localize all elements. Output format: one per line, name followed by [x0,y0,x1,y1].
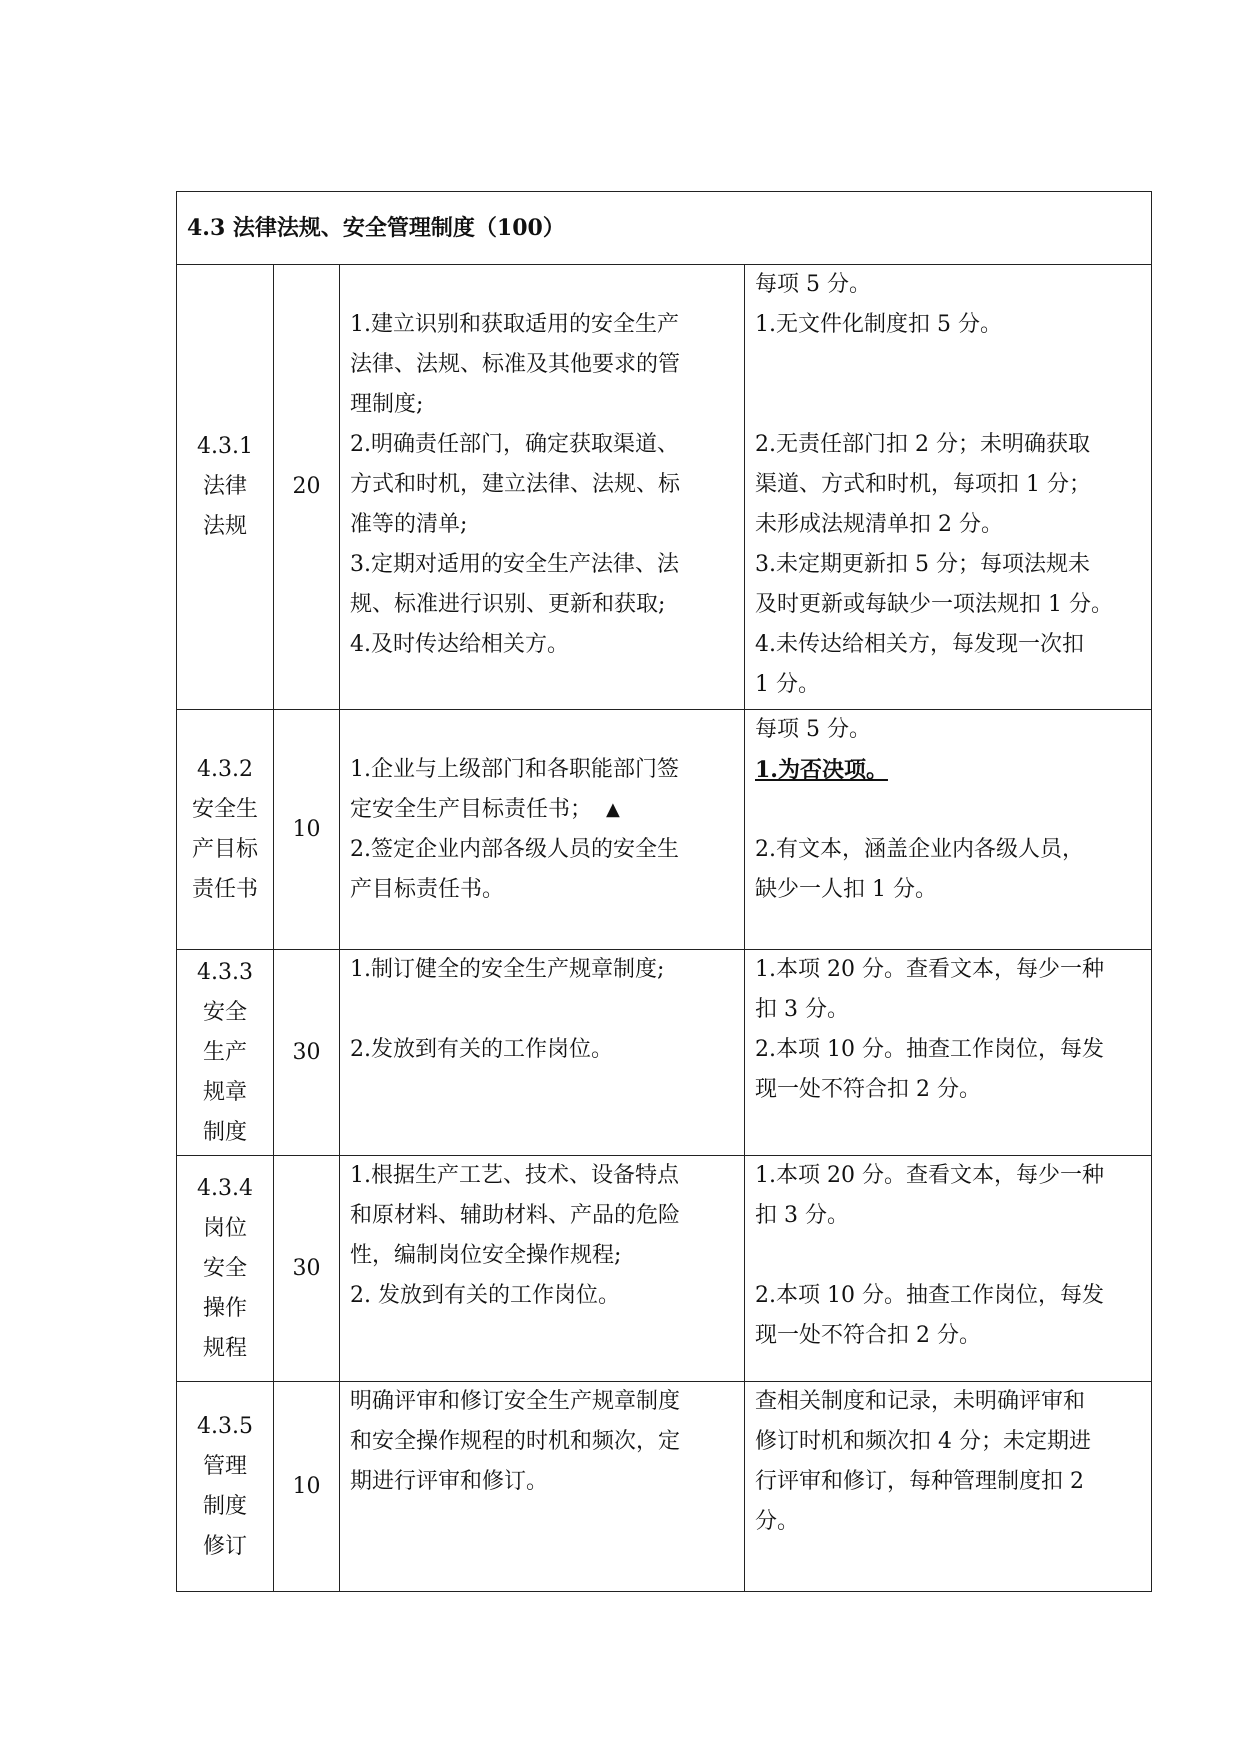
deduction-cell [745,950,1152,1156]
score-cell: 20 [274,265,340,710]
item-name-line: 修订 [202,1533,247,1559]
table-row [177,1382,1152,1592]
deduction-line: 及时更新或每缺少一项法规扣 1 分。 [755,592,1113,617]
content-line: 3.定期对适用的安全生产法律、法 [350,552,679,577]
content-line: 产目标责任书。 [350,877,505,902]
content-line: 2.明确责任部门，确定获取渠道、 [350,432,679,457]
content-cell [340,950,745,1156]
item-cell [177,710,274,950]
item-code: 4.3.1 [197,434,253,459]
item-name-line: 法规 [202,514,247,539]
content-line: 1.根据生产工艺、技术、设备特点 [350,1163,679,1188]
deduction-line: 扣 3 分。 [755,1203,849,1228]
section-title: 4.3 法律法规、安全管理制度（100） [177,192,1152,265]
item-cell [177,950,274,1156]
deduction-line [755,790,1145,830]
deduction-cell [745,265,1152,710]
deduction-line: 3.未定期更新扣 5 分；每项法规未 [755,552,1090,577]
content-cell [340,265,745,710]
deduction-line: 2.有文本，涵盖企业内各级人员， [755,837,1084,862]
section-header-row [177,192,1152,265]
content-line: 准等的清单; [350,512,468,537]
veto-triangle-icon: ▲ [606,799,620,820]
content-cell [340,1156,745,1382]
content-line: 期进行评审和修订。 [350,1469,549,1494]
deduction-cell [745,1156,1152,1382]
assessment-table [176,191,1152,1592]
deduction-line [755,385,1145,425]
content-line-with-veto [350,790,734,830]
deduction-line: 2.无责任部门扣 2 分；未明确获取 [755,432,1090,457]
content-line: 2.发放到有关的工作岗位。 [350,1037,613,1062]
score-cell: 30 [274,950,340,1156]
item-cell [177,1156,274,1382]
deduction-line: 4.未传达给相关方，每发现一次扣 [755,632,1084,657]
item-code: 4.3.2 [197,756,253,782]
content-line: 2. 发放到有关的工作岗位。 [350,1283,620,1308]
deduction-line [755,345,1145,385]
item-name-line: 管理 [202,1453,247,1479]
deduction-line: 1.无文件化制度扣 5 分。 [755,312,1002,337]
deduction-line: 现一处不符合扣 2 分。 [755,1323,981,1348]
item-name-line: 操作 [202,1295,247,1321]
veto-item-line: 1.为否决项。 [755,757,888,783]
item-name-line: 安全 [202,1255,247,1281]
table-row [177,265,1152,710]
content-line [350,710,734,750]
item-name-line: 安全生 [191,796,258,822]
content-line: 和安全操作规程的时机和频次，定 [350,1429,681,1454]
score-cell: 10 [274,1382,340,1592]
content-line: 性，编制岗位安全操作规程; [350,1243,622,1268]
table-row [177,710,1152,950]
table-row [177,1156,1152,1382]
content-line: 明确评审和修订安全生产规章制度 [350,1389,681,1414]
item-code: 4.3.5 [197,1413,253,1439]
item-cell [177,1382,274,1592]
deduction-line [755,1236,1145,1276]
deduction-line: 查相关制度和记录，未明确评审和 [755,1389,1086,1414]
deduction-line: 2.本项 10 分。抽查工作岗位，每发 [755,1283,1104,1308]
content-text: 定安全生产目标责任书； [350,797,593,822]
item-name-line: 规程 [202,1335,247,1361]
item-name-line: 法律 [202,474,247,499]
item-code: 4.3.4 [197,1175,253,1201]
deduction-line: 1.本项 20 分。查看文本，每少一种 [755,1163,1104,1188]
deduction-line: 修订时机和频次扣 4 分；未定期进 [755,1429,1091,1454]
content-line: 4.及时传达给相关方。 [350,632,569,657]
item-name-line: 规章 [202,1079,247,1105]
deduction-cell [745,710,1152,950]
deduction-line: 2.本项 10 分。抽查工作岗位，每发 [755,1037,1104,1062]
content-line: 1.建立识别和获取适用的安全生产 [350,312,679,337]
content-line: 法律、法规、标准及其他要求的管 [350,352,681,377]
score-cell: 30 [274,1156,340,1382]
item-name-line: 岗位 [202,1215,247,1241]
deduction-line: 分。 [755,1509,800,1534]
table-row [177,950,1152,1156]
content-cell [340,1382,745,1592]
content-cell [340,710,745,950]
content-line: 规、标准进行识别、更新和获取; [350,592,666,617]
content-line: 1.企业与上级部门和各职能部门签 [350,757,679,782]
item-name-line: 产目标 [191,836,258,862]
score-cell: 10 [274,710,340,950]
item-name-line: 安全 [202,999,247,1025]
content-line: 方式和时机，建立法律、法规、标 [350,472,681,497]
deduction-line: 1.本项 20 分。查看文本，每少一种 [755,957,1104,982]
deduction-line: 缺少一人扣 1 分。 [755,877,937,902]
item-cell [177,265,274,710]
item-name-line: 制度 [202,1119,247,1145]
deduction-line: 渠道、方式和时机，每项扣 1 分； [755,472,1091,497]
item-name-line: 责任书 [191,876,258,902]
deduction-line: 现一处不符合扣 2 分。 [755,1077,981,1102]
deduction-cell [745,1382,1152,1592]
deduction-line: 行评审和修订，每种管理制度扣 2 [755,1469,1084,1494]
item-code: 4.3.3 [197,959,253,985]
deduction-line: 未形成法规清单扣 2 分。 [755,512,1003,537]
content-line: 1.制订健全的安全生产规章制度; [350,957,665,982]
item-name-line: 制度 [202,1493,247,1519]
content-line: 和原材料、辅助材料、产品的危险 [350,1203,681,1228]
deduction-line: 每项 5 分。 [755,272,871,297]
content-line: 2.签定企业内部各级人员的安全生 [350,837,679,862]
deduction-line: 每项 5 分。 [755,717,871,742]
content-line [350,265,734,305]
content-line: 理制度; [350,392,424,417]
deduction-line: 扣 3 分。 [755,997,849,1022]
item-name-line: 生产 [202,1039,247,1065]
content-line [350,990,734,1030]
deduction-line: 1 分。 [755,672,820,697]
